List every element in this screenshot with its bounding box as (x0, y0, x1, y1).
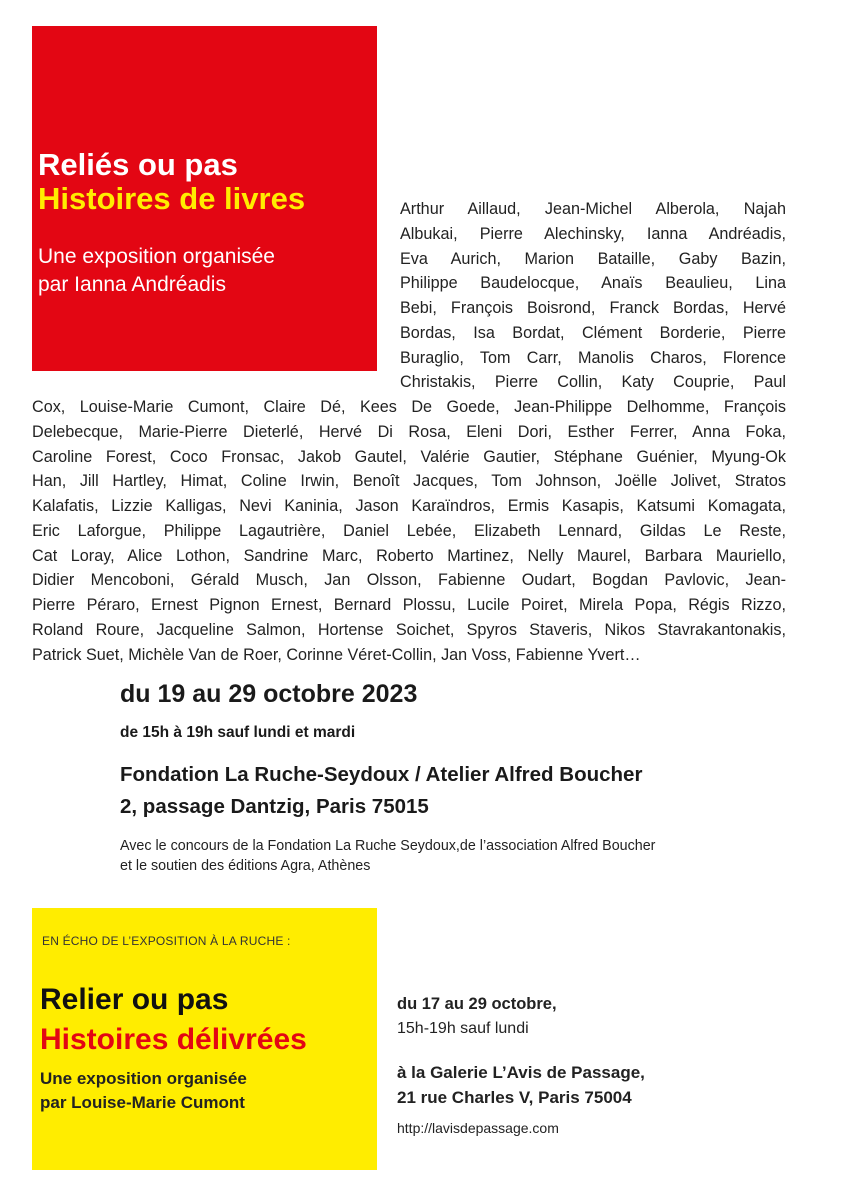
main-title: Reliés ou pas (38, 147, 238, 182)
event-address: 2, passage Dantzig, Paris 75015 (120, 795, 429, 818)
event-hours: de 15h à 19h sauf lundi et mardi (120, 724, 356, 741)
echo-address: 21 rue Charles V, Paris 75004 (397, 1088, 632, 1107)
event-credits-line: Avec le concours de la Fondation La Ruche Seydoux,de l’association Alfred Boucher (120, 838, 656, 854)
artists-line: Cox, Louise-Marie Cumont, Claire Dé, Kees De Goede, Jean-Philippe Delhomme, François (32, 398, 786, 416)
artists-line: Buraglio, Tom Carr, Manolis Charos, Florence (400, 348, 786, 367)
artists-line: Caroline Forest, Coco Fronsac, Jakob Gautel, Valérie Gautier, Stéphane Guénier, Myung-Ok (32, 447, 786, 466)
artists-line: Philippe Baudelocque, Anaïs Beaulieu, Lina (400, 274, 786, 293)
artists-line: Cat Loray, Alice Lothon, Sandrine Marc, Roberto Martinez, Nelly Maurel, Barbara Mauriello, (32, 546, 786, 565)
echo-label: EN ÉCHO DE L’EXPOSITION À LA RUCHE : (42, 934, 291, 948)
echo-title: Relier ou pas (40, 983, 229, 1016)
echo-description-line: par Louise-Marie Cumont (40, 1093, 245, 1112)
artists-line: Didier Mencoboni, Gérald Musch, Jan Olsson, Fabienne Oudart, Bogdan Pavlovic, Jean- (32, 571, 786, 590)
artists-line: Delebecque, Marie-Pierre Dieterlé, Hervé Di Rosa, Eleni Dori, Esther Ferrer, Anna Foka, (32, 422, 786, 441)
main-description-line: par Ianna Andréadis (38, 273, 226, 296)
event-dates: du 19 au 29 octobre 2023 (120, 680, 418, 708)
artists-line: Han, Jill Hartley, Himat, Coline Irwin, Benoît Jacques, Tom Johnson, Joëlle Jolivet, Stratos (32, 472, 786, 491)
main-subtitle: Histoires de livres (38, 181, 306, 216)
echo-hours: 15h-19h sauf lundi (397, 1020, 529, 1037)
artists-line: Kalafatis, Lizzie Kalligas, Nevi Kaninia, Jason Karaïndros, Ermis Kasapis, Katsumi Komagata, (32, 497, 786, 515)
main-description-line: Une exposition organisée (38, 245, 275, 268)
echo-website-link[interactable]: http://lavisdepassage.com (397, 1120, 559, 1136)
event-credits-line: et le soutien des éditions Agra, Athènes (120, 858, 371, 874)
event-venue: Fondation La Ruche-Seydoux / Atelier Alfred Boucher (120, 763, 643, 786)
artists-line: Patrick Suet, Michèle Van de Roer, Corinne Véret-Collin, Jan Voss, Fabienne Yvert… (32, 645, 641, 664)
artists-line: Eva Aurich, Marion Bataille, Gaby Bazin, (400, 249, 786, 268)
artists-line: Bordas, Isa Bordat, Clément Borderie, Pierre (400, 323, 786, 342)
artists-line: Bebi, François Boisrond, Franck Bordas, Hervé (400, 299, 786, 317)
echo-dates: du 17 au 29 octobre, (397, 995, 557, 1013)
echo-description-line: Une exposition organisée (40, 1069, 247, 1088)
echo-subtitle: Histoires délivrées (40, 1023, 307, 1056)
artists-list (32, 197, 786, 667)
echo-gallery: à la Galerie L’Avis de Passage, (397, 1063, 645, 1082)
artists-line: Albukai, Pierre Alechinsky, Ianna Andréadis, (400, 224, 786, 243)
artists-line: Eric Laforgue, Philippe Lagautrière, Daniel Lebée, Elizabeth Lennard, Gildas Le Reste, (32, 521, 786, 540)
artists-line: Pierre Péraro, Ernest Pignon Ernest, Bernard Plossu, Lucile Poiret, Mirela Popa, Régis Rizzo, (32, 596, 786, 614)
artists-line: Roland Roure, Jacqueline Salmon, Hortense Soichet, Spyros Staveris, Nikos Stavrakantonakis, (32, 620, 786, 639)
artists-line: Christakis, Pierre Collin, Katy Couprie, Paul (400, 373, 786, 392)
artists-line: Arthur Aillaud, Jean-Michel Alberola, Najah (400, 200, 786, 218)
